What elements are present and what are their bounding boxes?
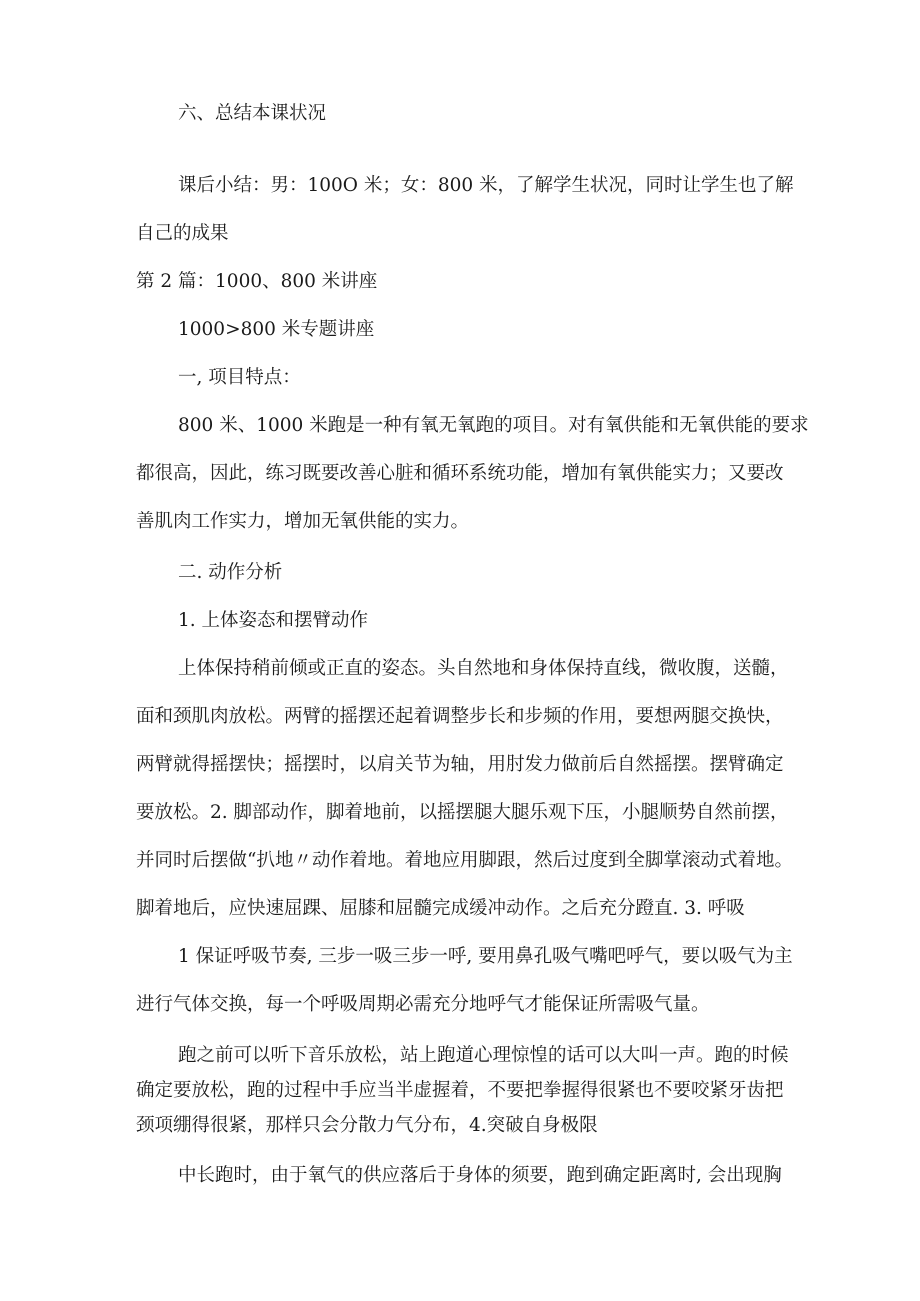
- subsection-heading: 1. 上体姿态和摆臂动作: [178, 610, 369, 631]
- chapter-title: 第 2 篇：1000、800 米讲座: [136, 271, 378, 292]
- lecture-title: 1000>800 米专题讲座: [178, 319, 375, 340]
- paragraph-line: 面和颈肌肉放松。两臂的摇摆还起着调整步长和步频的作用，要想两腿交换快，: [136, 706, 784, 727]
- paragraph-line: 要放松。2. 脚部动作，脚着地前，以摇摆腿大腿乐观下压，小腿顺势自然前摆，: [136, 802, 789, 823]
- paragraph-line: 并同时后摆做“扒地〃动作着地。着地应用脚跟，然后过度到全脚掌滚动式着地。: [136, 850, 793, 871]
- paragraph-line: 都很高，因此，练习既要改善心脏和循环系统功能，增加有氧供能实力；又要改: [136, 463, 784, 484]
- paragraph-line: 颈项绷得很紧，那样只会分散力气分布，4.突破自身极限: [136, 1115, 598, 1136]
- paragraph-line: 1 保证呼吸节奏, 三步一吸三步一呼, 要用鼻孔吸气嘴吧呼气，要以吸气为主: [178, 946, 793, 967]
- summary-line: 自己的成果: [136, 223, 229, 244]
- item-heading: 一, 项目特点：: [178, 367, 301, 388]
- paragraph-line: 善肌肉工作实力，增加无氧供能的实力。: [136, 511, 470, 532]
- paragraph-line: 上体保持稍前倾或正直的姿态。头自然地和身体保持直线，微收腹，送髓，: [178, 658, 789, 679]
- paragraph-line: 800 米、1000 米跑是一种有氧无氧跑的项目。对有氧供能和无氧供能的要求: [178, 415, 809, 436]
- paragraph-line: 进行气体交换，每一个呼吸周期必需充分地呼气才能保证所需吸气量。: [136, 994, 710, 1015]
- paragraph-line: 脚着地后，应快速屈踝、屈膝和屈髓完成缓冲动作。之后充分蹬直. 3. 呼吸: [136, 898, 745, 919]
- item-heading: 二. 动作分析: [178, 562, 283, 583]
- paragraph-line: 跑之前可以听下音乐放松，站上跑道心理惊惶的话可以大叫一声。跑的时候: [178, 1045, 789, 1066]
- summary-line: 课后小结：男：100O 米；女：800 米，了解学生状况，同时让学生也了解: [178, 175, 794, 196]
- paragraph-line: 两臂就得摇摆快；摇摆时，以肩关节为轴，用肘发力做前后自然摇摆。摆臂确定: [136, 754, 784, 775]
- section-heading: 六、总结本课状况: [178, 103, 327, 124]
- paragraph-line: 中长跑时，由于氧气的供应落后于身体的须要，跑到确定距离时, 会出现胸: [178, 1165, 782, 1186]
- paragraph-line: 确定要放松，跑的过程中手应当半虚握着，不要把拳握得很紧也不要咬紧牙齿把: [136, 1080, 784, 1101]
